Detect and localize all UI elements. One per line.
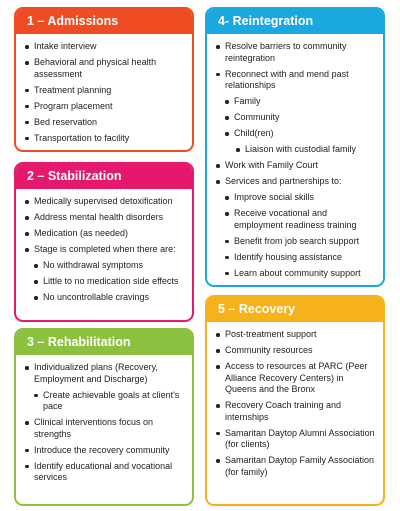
stabilization-list bbox=[16, 189, 192, 304]
recovery-list bbox=[207, 322, 383, 478]
list-item: Access to resources at PARC (Peer Alliance Recovery Centers) in Queens and the Bronx bbox=[216, 361, 375, 396]
list-item: Intake interview bbox=[25, 41, 184, 53]
reintegration-list bbox=[207, 34, 383, 279]
recovery-card bbox=[205, 295, 385, 506]
sub-list-item: Benefit from job search support bbox=[225, 236, 375, 248]
rehabilitation-card bbox=[14, 328, 194, 506]
list-item: Post-treatment support bbox=[216, 329, 375, 341]
sub-list-item: No uncontrollable cravings bbox=[34, 292, 184, 304]
list-item: Samaritan Daytop Family Association (for family) bbox=[216, 455, 375, 478]
list-item: Individualized plans (Recovery, Employment and Discharge) bbox=[25, 362, 184, 385]
admissions-list bbox=[16, 34, 192, 144]
list-item: Bed reservation bbox=[25, 117, 184, 129]
sub-list-item: Little to no medication side effects bbox=[34, 276, 184, 288]
list-item: Resolve barriers to community reintegration bbox=[216, 41, 375, 64]
stabilization-card bbox=[14, 162, 194, 322]
list-item: Transportation to facility bbox=[25, 133, 184, 145]
list-item: Clinical interventions focus on strengths bbox=[25, 417, 184, 440]
list-item: Medication (as needed) bbox=[25, 228, 184, 240]
list-item: Identify educational and vocational services bbox=[25, 461, 184, 484]
sub-list-item: Create achievable goals at client's pace bbox=[34, 390, 184, 413]
sub-list-item: Identify housing assistance bbox=[225, 252, 375, 264]
list-item: Medically supervised detoxification bbox=[25, 196, 184, 208]
sub-list-item: Improve social skills bbox=[225, 192, 375, 204]
admissions-card bbox=[14, 7, 194, 152]
reintegration-card bbox=[205, 7, 385, 287]
sub-list-item: Family bbox=[225, 96, 375, 108]
list-item: Program placement bbox=[25, 101, 184, 113]
sub-list-item: Learn about community support bbox=[225, 268, 375, 280]
rehabilitation-title: 3 – Rehabilitation bbox=[16, 330, 192, 355]
sub-list-item: Child(ren) bbox=[225, 128, 375, 140]
list-item: Community resources bbox=[216, 345, 375, 357]
list-item: Stage is completed when there are: bbox=[25, 244, 184, 256]
list-item: Services and partnerships to: bbox=[216, 176, 375, 188]
recovery-title: 5 – Recovery bbox=[207, 297, 383, 322]
stabilization-title: 2 – Stabilization bbox=[16, 164, 192, 189]
rehabilitation-list bbox=[16, 355, 192, 484]
sub-list-item: No withdrawal symptoms bbox=[34, 260, 184, 272]
sub-list-item: Receive vocational and employment readiness training bbox=[225, 208, 375, 231]
list-item: Recovery Coach training and internships bbox=[216, 400, 375, 423]
list-item: Work with Family Court bbox=[216, 160, 375, 172]
admissions-title: 1 – Admissions bbox=[16, 9, 192, 34]
list-item: Treatment planning bbox=[25, 85, 184, 97]
sub-list-item: Community bbox=[225, 112, 375, 124]
list-item: Samaritan Daytop Alumni Association (for clients) bbox=[216, 428, 375, 451]
list-item: Behavioral and physical health assessment bbox=[25, 57, 184, 80]
sub-sub-list-item: Liaison with custodial family bbox=[236, 144, 375, 156]
list-item: Reconnect with and mend past relationships bbox=[216, 69, 375, 92]
list-item: Introduce the recovery community bbox=[25, 445, 184, 457]
reintegration-title: 4- Reintegration bbox=[207, 9, 383, 34]
list-item: Address mental health disorders bbox=[25, 212, 184, 224]
